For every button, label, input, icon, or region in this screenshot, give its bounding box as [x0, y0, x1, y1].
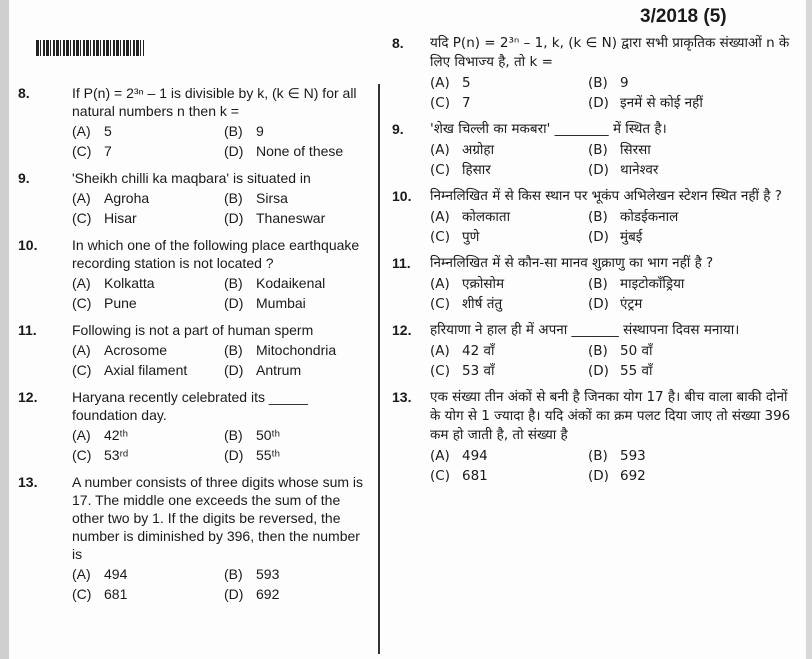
- option-text: 692: [620, 468, 646, 484]
- question-number: 9.: [392, 121, 404, 137]
- question-body: [430, 254, 800, 314]
- option-label: (D): [588, 229, 609, 245]
- option-text: Kolkatta: [104, 275, 155, 291]
- option-label: (A): [72, 566, 91, 582]
- answer-options: [72, 565, 370, 604]
- answer-option: [588, 275, 800, 294]
- option-text: 42 वाँ: [462, 343, 495, 359]
- question-number: 13.: [392, 389, 412, 405]
- option-label: (C): [430, 468, 450, 484]
- question-number: 11.: [18, 322, 37, 338]
- option-text: 593: [256, 566, 280, 582]
- answer-option: [430, 362, 588, 381]
- option-text: 494: [462, 448, 488, 464]
- option-label: (A): [72, 427, 91, 443]
- option-text: 494: [104, 566, 128, 582]
- question-text: यदि P(n) = 2³ⁿ – 1, k, (k ∈ N) द्वारा सभी प्राकृतिक संख्याओं n के लिए विभाज्य है, तो k =: [430, 35, 790, 70]
- option-label: (D): [588, 162, 609, 178]
- option-text: Acrosome: [104, 342, 168, 358]
- answer-option: [430, 342, 588, 361]
- option-label: (D): [588, 363, 609, 379]
- answer-option: [588, 94, 800, 113]
- answer-option: [588, 74, 800, 93]
- question-body: [72, 321, 370, 380]
- answer-options: [430, 208, 800, 247]
- option-text: हिसार: [462, 162, 491, 178]
- answer-options: [430, 342, 800, 381]
- question-number: 12.: [18, 389, 38, 405]
- option-text: 9: [620, 75, 629, 91]
- option-text: 593: [620, 448, 646, 464]
- option-text: 5: [104, 123, 112, 139]
- question-text: A number consists of three digits whose sum is 17. The middle one exceeds the sum of the other two by 1. If the digits be reversed, the number is diminished by 396, then the number is: [72, 474, 364, 562]
- answer-option: [430, 74, 588, 93]
- answer-option: [588, 467, 800, 486]
- answer-options: [430, 447, 800, 486]
- question-block: [392, 254, 800, 314]
- question-block: [18, 388, 370, 465]
- hindi-column: [392, 34, 800, 486]
- answer-option: [72, 426, 224, 445]
- option-text: कोलकाता: [462, 209, 511, 225]
- option-label: (B): [588, 142, 608, 158]
- question-text: 'Sheikh chilli ka maqbara' is situated in: [72, 170, 311, 186]
- option-label: (A): [430, 75, 450, 91]
- question-body: [430, 120, 800, 180]
- option-label: (C): [72, 362, 92, 378]
- answer-options: [72, 426, 370, 465]
- option-label: (B): [224, 123, 243, 139]
- answer-option: [224, 294, 370, 313]
- question-block: [392, 321, 800, 381]
- question-body: [72, 169, 370, 228]
- scan-edge-right: [806, 0, 812, 659]
- answer-option: [72, 341, 224, 360]
- option-text: 9: [256, 123, 264, 139]
- question-number: 10.: [18, 237, 38, 253]
- option-text: 50 वाँ: [620, 343, 653, 359]
- option-label: (D): [224, 210, 244, 226]
- answer-options: [72, 341, 370, 380]
- question-block: [392, 34, 800, 113]
- answer-option: [72, 585, 224, 604]
- question-body: [72, 388, 370, 465]
- option-label: (B): [588, 343, 608, 359]
- option-label: (D): [224, 362, 244, 378]
- question-block: [18, 236, 370, 313]
- question-text: If P(n) = 2³ⁿ – 1 is divisible by k, (k ∈ N) for all natural numbers n then k =: [72, 85, 357, 119]
- option-label: (A): [72, 275, 91, 291]
- option-label: (C): [430, 95, 450, 111]
- answer-option: [224, 446, 370, 465]
- answer-option: [224, 209, 370, 228]
- answer-option: [72, 122, 224, 141]
- option-text: 681: [104, 586, 128, 602]
- option-text: 55 वाँ: [620, 363, 653, 379]
- question-block: [18, 169, 370, 228]
- answer-option: [72, 446, 224, 465]
- answer-option: [430, 141, 588, 160]
- question-body: [430, 34, 800, 113]
- question-text: Haryana recently celebrated its _____ foundation day.: [72, 389, 308, 423]
- option-text: Hisar: [104, 210, 137, 226]
- option-label: (B): [224, 275, 243, 291]
- option-label: (A): [430, 142, 450, 158]
- answer-option: [224, 565, 370, 584]
- answer-option: [430, 467, 588, 486]
- option-label: (D): [588, 468, 609, 484]
- option-label: (A): [430, 209, 450, 225]
- option-text: Mitochondria: [256, 342, 337, 358]
- question-text: 'शेख चिल्ली का मकबरा' ________ में स्थित है।: [430, 121, 667, 137]
- question-body: [72, 236, 370, 313]
- option-label: (C): [430, 363, 450, 379]
- question-block: [18, 321, 370, 380]
- option-text: माइटोकॉंड्रिया: [620, 276, 685, 292]
- question-number: 8.: [392, 35, 404, 51]
- option-label: (B): [224, 342, 243, 358]
- answer-option: [588, 295, 800, 314]
- answer-option: [72, 294, 224, 313]
- question-body: [430, 388, 800, 486]
- option-text: 55ᵗʰ: [256, 447, 281, 463]
- answer-option: [224, 142, 370, 161]
- option-text: 42ᵗʰ: [104, 427, 129, 443]
- option-text: 692: [256, 586, 280, 602]
- question-number: 11.: [392, 255, 411, 271]
- answer-option: [588, 141, 800, 160]
- option-label: (C): [430, 162, 450, 178]
- option-label: (C): [72, 143, 92, 159]
- option-text: Agroha: [104, 190, 150, 206]
- question-body: [430, 187, 800, 247]
- question-text: निम्नलिखित में से किस स्थान पर भूकंप अभिलेखन स्टेशन स्थित नहीं है ?: [430, 188, 782, 204]
- option-text: सिरसा: [620, 142, 651, 158]
- option-label: (C): [72, 447, 92, 463]
- column-divider: [378, 84, 380, 654]
- option-text: 7: [104, 143, 112, 159]
- question-block: [18, 473, 370, 604]
- option-text: शीर्ष तंतु: [462, 296, 503, 312]
- option-text: Axial filament: [104, 362, 188, 378]
- answer-option: [430, 447, 588, 466]
- option-text: एंट्रम: [620, 296, 643, 312]
- question-text: एक संख्या तीन अंकों से बनी है जिनका योग 17 है। बीच वाला बाकी दोनों के योग से 1 ज्यादा है। यदि अंकों का क्रम पलट दिया जाए तो संख्या 396 कम हो जाती है, तो संख्या है: [430, 389, 791, 443]
- answer-option: [72, 274, 224, 293]
- option-text: अग्रोहा: [462, 142, 495, 158]
- option-text: Pune: [104, 295, 137, 311]
- question-body: [430, 321, 800, 381]
- question-text: हरियाणा ने हाल ही में अपना _______ संस्थापना दिवस मनाया।: [430, 322, 740, 338]
- question-text: In which one of the following place earthquake recording station is not located ?: [72, 237, 360, 271]
- option-text: एक्रोसोम: [462, 276, 505, 292]
- option-text: कोडईकनाल: [620, 209, 679, 225]
- option-text: पुणे: [462, 229, 480, 245]
- option-label: (C): [72, 586, 92, 602]
- option-label: (D): [224, 447, 244, 463]
- answer-option: [72, 361, 224, 380]
- option-label: (A): [430, 343, 450, 359]
- answer-option: [588, 342, 800, 361]
- option-text: 53 वाँ: [462, 363, 495, 379]
- option-label: (C): [72, 295, 92, 311]
- option-label: (B): [588, 448, 608, 464]
- question-number: 13.: [18, 474, 38, 490]
- option-text: मुंबई: [620, 229, 643, 245]
- answer-option: [72, 209, 224, 228]
- question-block: [392, 388, 800, 486]
- question-body: [72, 473, 370, 604]
- answer-option: [430, 295, 588, 314]
- option-label: (C): [430, 229, 450, 245]
- option-label: (D): [224, 295, 244, 311]
- answer-option: [588, 228, 800, 247]
- option-label: (A): [72, 123, 91, 139]
- answer-option: [72, 189, 224, 208]
- option-text: 50ᵗʰ: [256, 427, 281, 443]
- answer-option: [588, 447, 800, 466]
- option-text: Thaneswar: [256, 210, 326, 226]
- option-text: Kodaikenal: [256, 275, 326, 291]
- option-label: (D): [588, 95, 609, 111]
- option-label: (A): [430, 448, 450, 464]
- answer-option: [588, 161, 800, 180]
- answer-option: [224, 585, 370, 604]
- answer-option: [224, 361, 370, 380]
- answer-option: [430, 94, 588, 113]
- option-label: (B): [224, 427, 243, 443]
- question-block: [18, 84, 370, 161]
- option-label: (B): [588, 209, 608, 225]
- option-text: इनमें से कोई नहीं: [620, 95, 703, 111]
- answer-option: [224, 426, 370, 445]
- option-text: थानेश्वर: [620, 162, 659, 178]
- option-text: 7: [462, 95, 471, 111]
- answer-option: [430, 275, 588, 294]
- option-label: (B): [224, 190, 243, 206]
- question-number: 12.: [392, 322, 412, 338]
- answer-options: [430, 275, 800, 314]
- question-number: 8.: [18, 85, 30, 101]
- question-body: [72, 84, 370, 161]
- answer-options: [430, 74, 800, 113]
- option-label: (D): [224, 143, 244, 159]
- answer-option: [72, 142, 224, 161]
- barcode: [36, 40, 144, 56]
- option-label: (C): [72, 210, 92, 226]
- answer-options: [72, 274, 370, 313]
- scan-edge-left: [0, 0, 9, 659]
- answer-options: [430, 141, 800, 180]
- answer-option: [430, 208, 588, 227]
- option-label: (B): [588, 276, 608, 292]
- answer-option: [430, 161, 588, 180]
- option-text: 681: [462, 468, 488, 484]
- answer-option: [224, 341, 370, 360]
- question-number: 9.: [18, 170, 30, 186]
- option-label: (B): [224, 566, 243, 582]
- option-label: (A): [72, 190, 91, 206]
- question-number: 10.: [392, 188, 412, 204]
- option-label: (B): [588, 75, 608, 91]
- option-label: (A): [72, 342, 91, 358]
- option-text: 53ʳᵈ: [104, 447, 129, 463]
- question-block: [392, 187, 800, 247]
- english-column: [18, 84, 370, 604]
- option-label: (D): [224, 586, 244, 602]
- answer-options: [72, 122, 370, 161]
- answer-options: [72, 189, 370, 228]
- option-text: Sirsa: [256, 190, 288, 206]
- option-text: 5: [462, 75, 471, 91]
- question-text: Following is not a part of human sperm: [72, 322, 314, 338]
- option-label: (C): [430, 296, 450, 312]
- answer-option: [224, 274, 370, 293]
- question-block: [392, 120, 800, 180]
- answer-option: [588, 362, 800, 381]
- answer-option: [224, 189, 370, 208]
- answer-option: [72, 565, 224, 584]
- answer-option: [430, 228, 588, 247]
- question-text: निम्नलिखित में से कौन-सा मानव शुक्राणु का भाग नहीं है ?: [430, 255, 714, 271]
- answer-option: [224, 122, 370, 141]
- page-code: 3/2018 (5): [640, 6, 727, 27]
- option-label: (A): [430, 276, 450, 292]
- option-text: Mumbai: [256, 295, 306, 311]
- answer-option: [588, 208, 800, 227]
- option-text: Antrum: [256, 362, 302, 378]
- option-label: (D): [588, 296, 609, 312]
- option-text: None of these: [256, 143, 344, 159]
